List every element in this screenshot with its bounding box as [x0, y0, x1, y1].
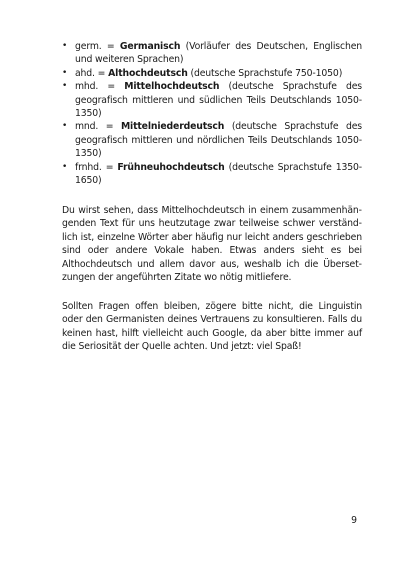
abbreviation-item-mnd — [62, 120, 362, 160]
abbreviation-term: Mittelniederdeutsch — [120, 121, 225, 133]
abbreviation-prefix: frnhd. = — [75, 161, 118, 173]
abbreviation-term: Frühneuhochdeutsch — [117, 161, 225, 173]
bullet-icon: • — [62, 161, 68, 172]
abbreviation-note: (deutsche Sprachstufe 750-1050) — [187, 67, 343, 79]
bullet-icon: • — [62, 67, 68, 78]
abbreviation-item-frnhd — [62, 161, 362, 188]
abbreviation-item-mhd — [62, 80, 362, 120]
body-paragraph-2: Sollten Fragen offen bleiben, zögere bitte nicht, die Linguistin oder den Germanisten deines Vertrauens zu konsultieren. Falls du keinen hast, hilft vielleicht auch Google, da aber bitte immer auf die Seriosität der Quelle achten. Und jetzt: viel Spaß! — [62, 301, 362, 353]
bullet-icon: • — [62, 121, 68, 132]
abbreviation-item-ahd — [62, 67, 362, 80]
abbreviation-prefix: ahd. = — [75, 67, 109, 79]
abbreviation-item-germ — [62, 40, 362, 67]
abbreviation-note: (deutsche Sprachstufe 1350-1650) — [75, 161, 362, 187]
abbreviation-term: Germanisch — [119, 41, 181, 52]
page-number: 9 — [351, 515, 357, 526]
body-paragraph-1: Du wirst sehen, dass Mittelhochdeutsch in einem zusammenhängenden Text für uns heutzutage zwar teilweise schwer verständlich ist, einzelne Wörter aber häufig nur leicht anders geschrieben sind oder andere Vokale haben. Etwas anders sieht es bei Althochdeutsch und allem davor aus, weshalb ich die Übersetzungen der angeführten Zitate wo nötig mitliefere. — [62, 205, 362, 284]
bullet-icon: • — [62, 41, 68, 51]
abbreviation-prefix: mhd. = — [75, 81, 125, 93]
abbreviation-note: (Vorläufer des Deutschen, Englischen und weiteren Sprachen) — [75, 41, 363, 66]
abbreviation-note: (deutsche Sprachstufe des geografisch mittleren und nördlichen Teils Deutschlands 1050-1350) — [75, 121, 362, 160]
abbreviation-term: Althochdeutsch — [108, 67, 188, 79]
bullet-icon: • — [62, 81, 68, 92]
abbreviation-prefix: mnd. = — [75, 121, 121, 133]
abbreviation-term: Mittelhochdeutsch — [124, 81, 220, 93]
abbreviation-prefix: germ. = — [75, 41, 120, 52]
abbreviation-list — [62, 40, 362, 187]
abbreviation-note: (deutsche Sprachstufe des geografisch mittleren und südlichen Teils Deutschlands 1050-1350) — [75, 81, 362, 120]
